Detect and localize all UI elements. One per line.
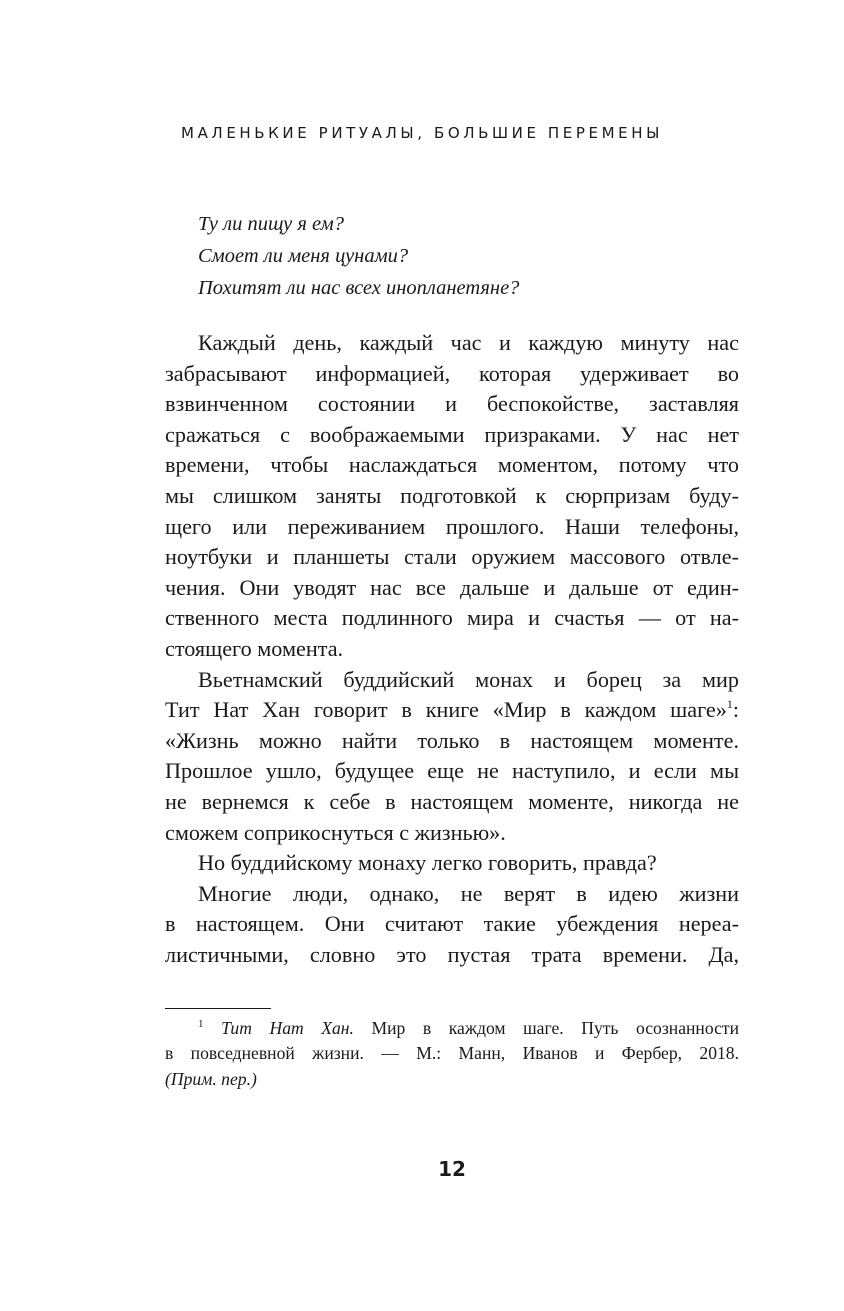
footnote-line — [165, 1016, 739, 1041]
footnote-marker: 1 — [198, 1018, 204, 1030]
text-line: ственного места подлинного мира и счастья — от на- — [165, 605, 739, 631]
footnote-line: в повседневной жизни. — М.: Манн, Иванов и Фербер, 2018. — [165, 1043, 739, 1064]
verse-line: Похитят ли нас всех инопланетяне? — [198, 277, 520, 299]
text-line: мы слишком заняты подготовкой к сюрпризам буду- — [165, 482, 739, 508]
text-line-with-footnote-ref — [165, 695, 739, 726]
text-segment: Тит Нат Хан говорит в книге «Мир в каждом шаге» — [165, 697, 727, 723]
text-line: Прошлое ушло, будущее еще не наступило, и если мы — [165, 758, 739, 784]
text-line: листичными, словно это пустая трата времени. Да, — [165, 941, 739, 967]
text-line: сражаться с воображаемыми призраками. У нас нет — [165, 421, 739, 447]
page-number: 12 — [438, 1157, 466, 1181]
text-line: Вьетнамский буддийский монах и борец за мир — [198, 666, 739, 692]
text-line: Каждый день, каждый час и каждую минуту нас — [198, 330, 739, 355]
text-segment: : — [732, 697, 739, 723]
text-line: щего или переживанием прошлого. Наши телефоны, — [165, 513, 739, 539]
text-line: взвинченном состоянии и беспокойстве, заставляя — [165, 391, 739, 417]
text-line: времени, чтобы наслаждаться моментом, потому что — [165, 452, 739, 478]
text-line: «Жизнь можно найти только в настоящем моменте. — [165, 727, 739, 753]
translator-note: (Прим. пер.) — [165, 1068, 257, 1089]
text-segment: Мир в каждом шаге. Путь осознанности — [353, 1018, 739, 1038]
footnote-note — [165, 1067, 739, 1092]
footnote — [165, 1016, 739, 1092]
text-line: Многие люди, однако, не верят в идею жизни — [198, 880, 739, 906]
text-line: сможем соприкоснуться с жизнью». — [165, 819, 506, 845]
text-line: чения. Они уводят нас все дальше и дальше от един- — [165, 574, 739, 600]
footnote-reference[interactable]: 1 — [726, 697, 733, 712]
body-text — [165, 328, 739, 970]
text-line: в настоящем. Они считают такие убеждения нереа- — [165, 911, 739, 937]
verse-line: Ту ли пищу я ем? — [198, 213, 344, 235]
text-line: забрасывают информацией, которая удерживает во — [165, 360, 739, 386]
text-line: стоящего момента. — [165, 635, 344, 661]
text-line: ноутбуки и планшеты стали оружием массового отвле- — [165, 544, 739, 570]
running-header: МАЛЕНЬКИЕ РИТУАЛЫ, БОЛЬШИЕ ПЕРЕМЕНЫ — [181, 124, 663, 142]
text-line: не вернемся к себе в настоящем моменте, никогда не — [165, 788, 739, 814]
text-line: Но буддийскому монаху легко говорить, правда? — [198, 850, 657, 876]
verse-line: Смоет ли меня цунами? — [198, 245, 409, 267]
epigraph-verse — [198, 208, 758, 304]
footnote-separator — [165, 1008, 271, 1009]
footnote-author: Тит Нат Хан. — [221, 1018, 354, 1038]
